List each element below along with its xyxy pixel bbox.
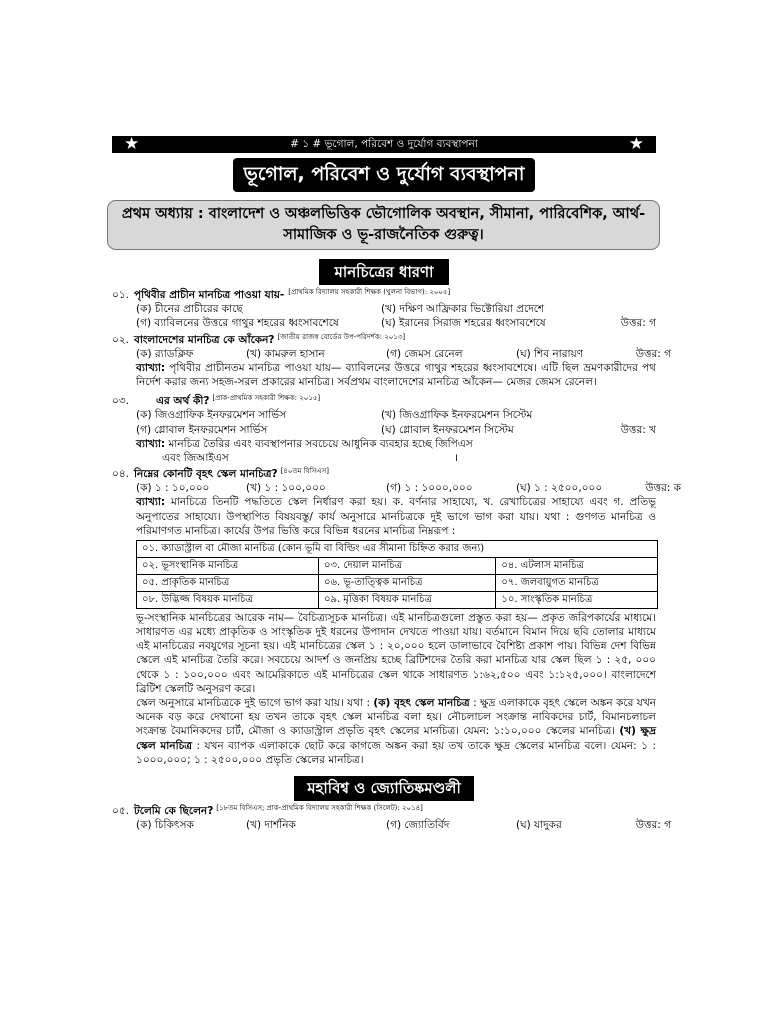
answer: উত্তর: ক (645, 482, 681, 495)
table-cell: ০৭. জলবায়ুগত মানচিত্র (496, 574, 658, 591)
question-source: [৪০তম বিসিএস] (280, 467, 329, 476)
chapter-heading: প্রথম অধ্যায় : বাংলাদেশ ও অঞ্চলভিত্তিক ভৌগোলিক অবস্থান, সীমানা, পারিবেশিক, আর্থ-সামাজিক ও ভূ-রাজনৈতিক গুরুত্ব। (107, 200, 660, 250)
question-source: [প্রাক-প্রাথমিক সহকারী শিক্ষক: ২০১৫] (212, 394, 321, 403)
option-ka: (ক) ১ : ১০,০০০ (136, 482, 210, 495)
explanation-text: পৃথিবীর প্রাচীনতম মানচিত্র পাওয়া যায়— ব্যাবিলনের উত্তরে গাথুর শহরের ধ্বংসাবশেষে। এটি ছিল ভ্রমণকারীদের পথ নির্দেশ করার জন্য সহজ-সরল প্রকারের মানচিত্র। সর্বপ্রথম বাংলাদেশের মানচিত্র আঁকেন— মেজর জেমস রেনেল। (136, 361, 656, 389)
small-scale-label: (খ) ক্ষুদ্র স্কেল মানচিত্র (136, 725, 656, 752)
option-kha: (খ) দক্ষিণ আফ্রিকার ভিক্টোরিয়া প্রদেশে (381, 303, 545, 316)
table-row (137, 574, 658, 591)
explanation-text: মানচিত্রে তিনটি পদ্ধতিতে স্কেল নির্ধারণ করা হয়। ক. বর্ণনার সাহায্যে, খ. রেখাচিত্রের সাহায্যে এবং গ. প্রতিভূ অনুপাতের সাহায্যে। উপস্থাপিত বিষয়বস্তু/ কার্য অনুসারে মানচিত্রকে দুই ভাগে ভাগ করা যায়। যথা : গুণগত মানচিত্র ও পরিমাণগত মানচিত্র। কার্যের উপর ভিত্তি করে বিভিন্ন ধরনের মানচিত্র নিম্নরূপ : (136, 496, 656, 537)
option-ga: (গ) জ্যোতির্বিদ (386, 819, 450, 832)
option-gha: (ঘ) যাদুকর (516, 819, 562, 832)
explanation-label: ব্যাখ্যা: (136, 437, 166, 450)
option-gha: (ঘ) শিব নারায়ণ (516, 347, 584, 360)
page (112, 134, 681, 832)
table-cell: ০৬. ভূ-তাত্ত্বিক মানচিত্র (318, 574, 495, 591)
option-kha: (খ) দার্শনিক (246, 819, 296, 832)
question-text: টলেমি কে ছিলেন? (134, 804, 214, 817)
section-heading: মানচিত্রের ধারণা (319, 259, 449, 285)
option-gha: (ঘ) ১ : ২৫০০,০০০ (516, 482, 603, 495)
question-02 (112, 332, 671, 390)
explanation (112, 495, 656, 538)
explanation-continued (112, 451, 656, 465)
answer: উত্তর: গ (620, 317, 656, 330)
option-ga: (গ) ১ : ১০০০,০০০ (386, 482, 473, 495)
question-01 (112, 288, 656, 331)
table-cell: ০৫. প্রাকৃতিক মানচিত্র (137, 574, 319, 591)
option-kha: (খ) জিওগ্রাফিক ইনফরমেশন সিস্টেম (381, 409, 533, 422)
table-cell: ১০. সাংস্কৃতিক মানচিত্র (496, 591, 658, 608)
table-cell: ০৪. এটলাস মানচিত্র (496, 557, 658, 574)
header-bar (112, 136, 656, 153)
question-05 (112, 803, 671, 832)
small-scale-text: : যখন ব্যাপক এলাকাকে ছোট করে কাগজে অঙ্কন করা হয় তখ তাকে ক্ষুদ্র স্কেলের মানচিত্র বলে। যেমন: ১ : ১০০০,০০০; ১ : ২৫০০,০০০ প্রভৃতি স্কেলের মানচিত্র। (136, 739, 656, 766)
explanation-label: ব্যাখ্যা: (136, 496, 166, 509)
paragraph-topographic: ভূ-সংস্থানিক মানচিত্রের আরেক নাম— বৈচিত্র্যসূচক মানচিত্র। এই মানচিত্রগুলো প্রস্তুত করা হয়— প্রকৃত জরিপকার্যের মাধ্যমে। সাধারণত এর মধ্যে প্রাকৃতিক ও সাংস্কৃতিক দুই ধরনের উপাদান দেখতে পাওয়া যায়। বর্তমানে বিমান দিয়ে ছবি তোলার মাধ্যমে এই মানচিত্রের নবযুগের সূচনা হয়। এই মানচিত্রের স্কেল ১ : ২০,০০০ হলে ডালাভাবে বৈশিষ্ট্য প্রকাশ পায়। বিভিন্ন দেশ বিভিন্ন স্কেলে এই মানচিত্র তৈরি করে। সবচেয়ে আদর্শ ও জনপ্রিয় হচ্ছে ব্রিটিশদের তৈরি করা মানচিত্র যার স্কেল ছিল ১ : ২৫, ০০০ থেকে ১ : ১০০,০০০ এবং আমেরিকাতে এই মানচিত্রের স্কেল থাকে সাধারণত ১:৬২,৫০০ এবং ১:১২৫,০০০। বাংলাদেশে ব্রিটিশ স্কেলটি অনুসরণ করে। (136, 611, 656, 695)
option-ka: (ক) র‍্যাডক্লিফ (136, 347, 194, 360)
question-number: ০৪. (112, 468, 129, 481)
large-scale-label: (ক) বৃহৎ স্কেল মানচিত্র (373, 696, 470, 709)
star-icon: ★ (628, 134, 644, 154)
option-ka: (ক) জিওগ্রাফিক ইনফরমেশন সার্ভিস (136, 409, 287, 422)
question-source: [১৮তম বিসিএস; প্রাক-প্রাথমিক বিদ্যালয় সহকারী শিক্ষক (সিলেট): ২০১৪] (216, 803, 423, 812)
option-ga: (গ) ব্যাবিলনের উত্তরে গাথুর শহরের ধ্বংসাবশেষে (136, 317, 339, 330)
table-cell: ০৮. উদ্ভিজ্জ বিষয়ক মানচিত্র (137, 591, 319, 608)
question-04 (112, 467, 681, 538)
option-kha: (খ) কামরুল হাসান (246, 347, 325, 360)
question-03 (112, 394, 656, 465)
question-number: ০৫. (112, 804, 129, 817)
table-row (137, 540, 658, 557)
large-scale-text: : ক্ষুদ্র এলাকাকে বৃহৎ স্কেলে অঙ্কন করে যখন অনেক বড় করে দেখানো হয় তখন তাকে বৃহৎ স্কেল মানচিত্র বলা হয়। নৌচলাচল সংক্রান্ত নাবিকদের চার্ট, বিমানচলাচল সংক্রান্ত বৈমানিকদের চার্ট, মৌজা ও ক্যাডাস্ট্রাল প্রভৃতি বৃহৎ স্কেলের মানচিত্র। যেমন: ১:১০,০০০ স্কেলের মানচিত্র। (136, 696, 657, 738)
question-number: ০৩. (112, 395, 129, 408)
question-source: [প্রাথমিক বিদ্যালয় সহকারী শিক্ষক (খুলনা বিভাগ): ২০০৫] (288, 288, 451, 297)
question-text: নিম্নের কোনটি বৃহৎ স্কেল মানচিত্র? (134, 468, 278, 481)
explanation-label: ব্যাখ্যা: (136, 361, 166, 374)
option-ga: (গ) গ্লোবাল ইনফরমেশন সার্ভিস (136, 423, 268, 436)
explanation (112, 437, 656, 451)
answer: উত্তর: খ (620, 423, 656, 436)
explanation (112, 361, 656, 389)
question-text: বাংলাদেশের মানচিত্র কে আঁকেন? (134, 333, 275, 346)
star-icon: ★ (124, 134, 140, 154)
table-row (137, 591, 658, 608)
answer: উত্তর: গ (635, 347, 671, 360)
section-heading: মহাবিশ্ব ও জ্যোতিষ্কমণ্ডলী (294, 776, 474, 801)
question-text: পৃথিবীর প্রাচীন মানচিত্র পাওয়া যায়- (134, 289, 285, 302)
table-cell: ০২. ভূসংস্থানিক মানচিত্র (137, 557, 319, 574)
table-row (137, 557, 658, 574)
table-cell: ০৩. দেয়াল মানচিত্র (318, 557, 495, 574)
question-source: [জাতীয় রাজস্ব বোর্ডের উপ-পরিদর্শক: ২০১৩] (277, 332, 406, 341)
question-text: এর অর্থ কী? (156, 395, 210, 408)
answer: উত্তর: গ (635, 819, 671, 832)
header-bar-text: # ১ # ভূগোল, পরিবেশ ও দুর্যোগ ব্যবস্থাপনা (290, 138, 478, 151)
option-gha: (ঘ) গ্লোবাল ইনফরমেশন সিস্টেম (381, 423, 514, 436)
table-cell: ০১. ক্যাডাস্ট্রাল বা মৌজা মানচিত্র (কোন ভূমি বা বিল্ডিং এর সীমানা চিহ্নিত করার জন্য) (137, 540, 658, 557)
option-kha: (খ) ১ : ১০০,০০০ (246, 482, 326, 495)
option-ka: (ক) চিকিৎসক (136, 819, 194, 832)
page-title: ভূগোল, পরিবেশ ও দুর্যোগ ব্যবস্থাপনা (233, 158, 535, 192)
question-number: ০২. (112, 333, 129, 346)
map-types-table (136, 540, 658, 609)
explanation-text-2: এবং জিআইএস (162, 451, 229, 464)
explanation-end: । (454, 451, 459, 464)
question-number: ০১. (112, 289, 129, 302)
scale-intro: স্কেল অনুসারে মানচিত্রকে দুই ভাগে ভাগ করা যায়। যথা : (136, 696, 370, 709)
option-ga: (গ) জেমস রেনেল (386, 347, 463, 360)
option-gha: (ঘ) ইরানের সিরাজ শহরের ধ্বংসাবশেষে (381, 317, 546, 330)
option-ka: (ক) চীনের প্রাচীরের কাছে (136, 303, 243, 316)
table-cell: ০৯. মৃত্তিকা বিষয়ক মানচিত্র (318, 591, 495, 608)
paragraph-scale (112, 696, 656, 767)
explanation-text: মানচিত্র তৈরির এবং ব্যবস্থাপনার সবচেয়ে আধুনিক ব্যবহার হচ্ছে জিপিএস (168, 437, 473, 450)
